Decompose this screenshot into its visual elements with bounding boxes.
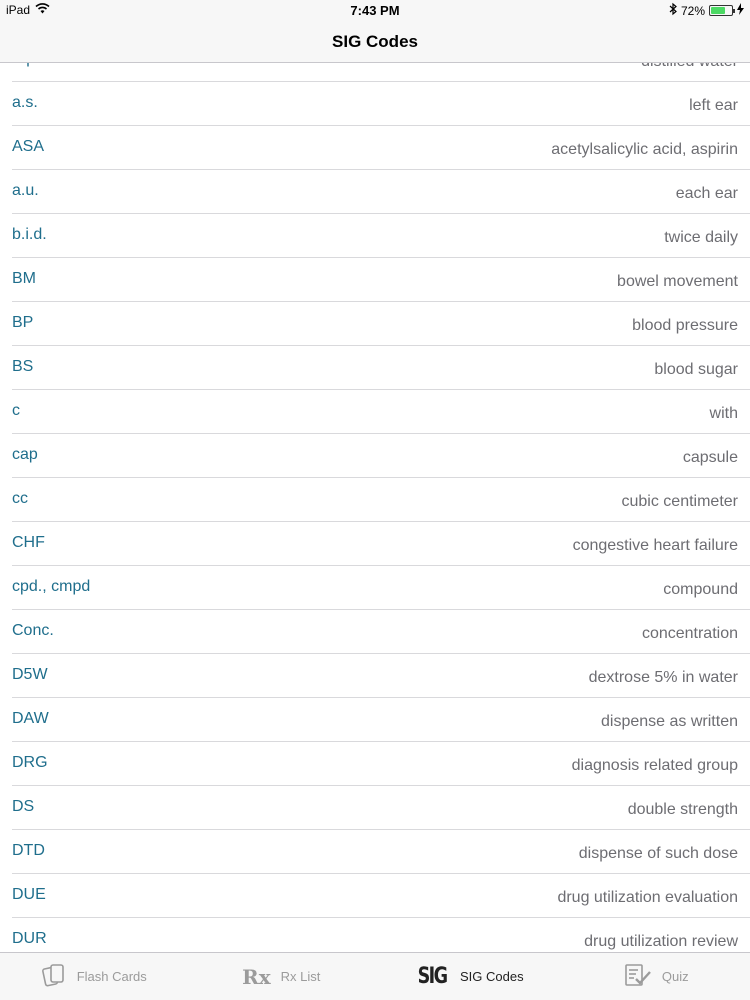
sig-code: cap (12, 446, 38, 463)
sig-meaning: each ear (675, 185, 738, 202)
sig-meaning: twice daily (664, 229, 738, 246)
sig-code: CHF (12, 534, 45, 551)
tab-rx-list[interactable] (188, 953, 376, 1000)
sig-code: a.u. (12, 182, 39, 199)
sig-code: DRG (12, 754, 48, 771)
list-item[interactable] (12, 170, 750, 214)
list-item[interactable] (12, 698, 750, 742)
list-item[interactable] (12, 830, 750, 874)
battery-icon (709, 5, 733, 16)
tab-flash-cards[interactable] (0, 953, 188, 1000)
list-item[interactable] (12, 786, 750, 830)
sig-meaning: compound (663, 581, 738, 598)
sig-meaning: acetylsalicylic acid, aspirin (551, 141, 738, 158)
navigation-bar (0, 22, 750, 63)
tab-bar (0, 952, 750, 1000)
list-item[interactable] (12, 126, 750, 170)
list-item[interactable] (12, 478, 750, 522)
list-item[interactable] (12, 258, 750, 302)
battery-percent: 72% (680, 3, 705, 18)
tab-label: Rx List (280, 969, 321, 984)
list-item[interactable] (12, 874, 750, 918)
sig-codes-list[interactable] (0, 63, 750, 952)
list-item[interactable] (12, 742, 750, 786)
sig-meaning: drug utilization evaluation (557, 889, 738, 906)
sig-code: BM (12, 270, 36, 287)
sig-code: BP (12, 314, 34, 331)
sig-icon: SIG (417, 964, 447, 989)
sig-code: DS (12, 798, 35, 815)
sig-meaning: capsule (682, 449, 738, 466)
device-label: iPad (6, 3, 31, 17)
sig-meaning: congestive heart failure (572, 537, 738, 554)
list-item[interactable] (12, 214, 750, 258)
rx-icon: Rx (242, 964, 271, 989)
sig-code: D5W (12, 666, 48, 683)
list-item[interactable] (12, 82, 750, 126)
sig-code: Conc. (12, 622, 54, 639)
sig-code: cc (12, 490, 28, 507)
sig-code: ASA (12, 138, 45, 155)
list-item[interactable] (12, 610, 750, 654)
list-item[interactable] (12, 390, 750, 434)
status-time: 7:43 PM (350, 3, 400, 18)
tab-label: Quiz (661, 969, 689, 984)
sig-meaning: drug utilization review (584, 933, 738, 950)
tab-quiz[interactable] (563, 953, 750, 1000)
flash-cards-icon (41, 963, 67, 990)
sig-meaning: cubic centimeter (621, 493, 738, 510)
sig-meaning: dispense of such dose (578, 845, 738, 862)
sig-meaning: bowel movement (617, 273, 738, 290)
sig-meaning: blood sugar (654, 361, 738, 378)
sig-code: c (12, 402, 20, 419)
sig-code: b.i.d. (12, 226, 47, 243)
sig-code: a.s. (12, 94, 38, 111)
sig-code: DAW (12, 710, 49, 727)
tab-label: Flash Cards (76, 969, 147, 984)
sig-meaning: dispense as written (601, 713, 738, 730)
sig-code: cpd., cmpd (12, 578, 91, 595)
bluetooth-icon (669, 3, 677, 18)
sig-meaning: double strength (627, 801, 738, 818)
list-item[interactable] (12, 302, 750, 346)
charging-icon (737, 3, 744, 18)
quiz-icon (624, 963, 652, 990)
sig-meaning: with (709, 405, 738, 422)
page-title: SIG Codes (332, 32, 418, 51)
sig-meaning: concentration (641, 625, 738, 642)
list-item[interactable] (12, 566, 750, 610)
sig-meaning: left ear (689, 97, 738, 114)
sig-meaning: dextrose 5% in water (588, 669, 738, 686)
sig-meaning: diagnosis related group (571, 757, 738, 774)
list-item[interactable] (12, 522, 750, 566)
sig-meaning: blood pressure (632, 317, 738, 334)
sig-code: DTD (12, 842, 45, 859)
list-item[interactable] (12, 654, 750, 698)
sig-code: BS (12, 358, 34, 375)
sig-code: DUR (12, 930, 47, 947)
status-bar (0, 0, 750, 22)
sig-code: DUE (12, 886, 46, 903)
list-item[interactable] (12, 346, 750, 390)
list-item[interactable] (12, 434, 750, 478)
tab-label: SIG Codes (460, 969, 524, 984)
tab-sig-codes[interactable] (375, 953, 563, 1000)
